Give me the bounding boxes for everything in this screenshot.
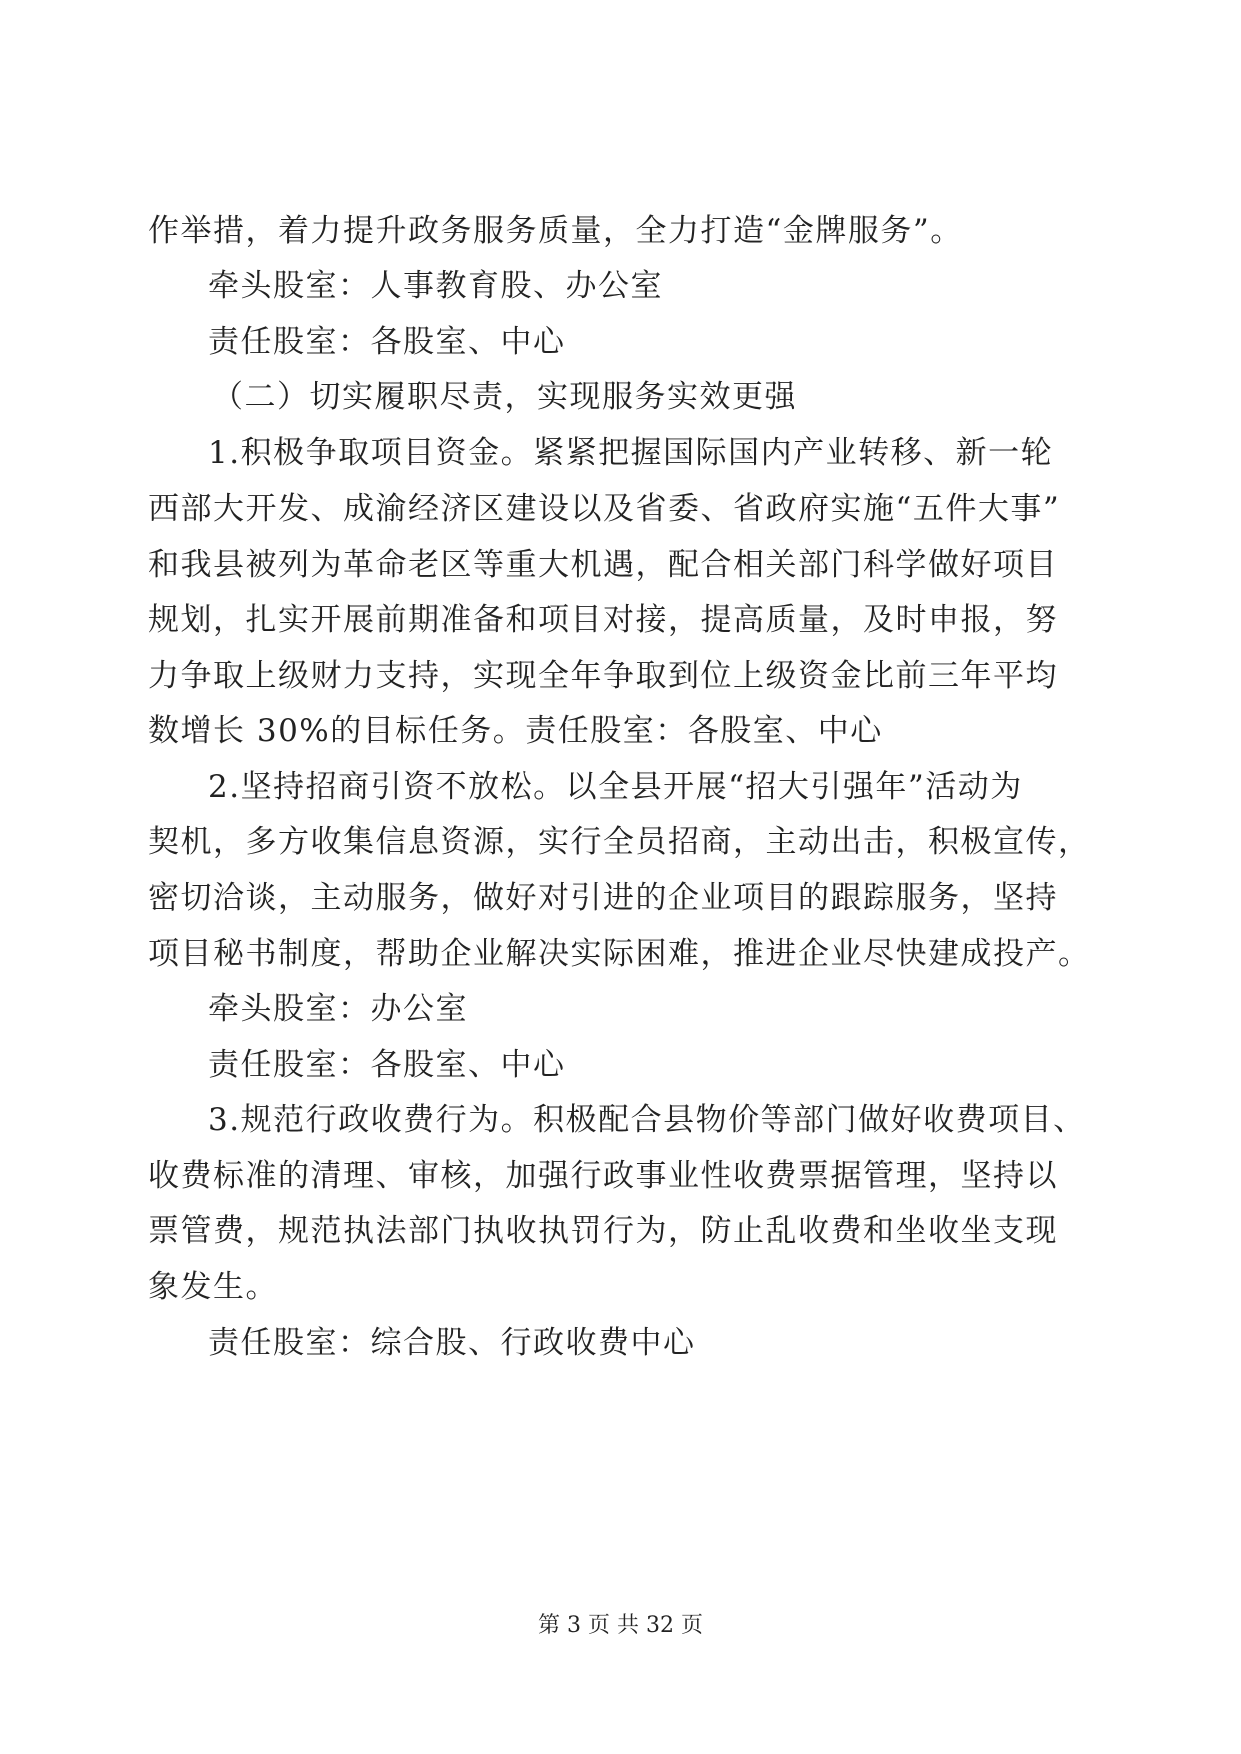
item-3-line-4: 象发生。 bbox=[148, 1269, 278, 1305]
lead-department-line-2: 牵头股室：办公室 bbox=[208, 991, 468, 1027]
item-1-line-4: 规划，扎实开展前期准备和项目对接，提高质量，及时申报，努 bbox=[148, 602, 1058, 638]
item-2-line-1: 2.坚持招商引资不放松。以全县开展“招大引强年”活动为 bbox=[208, 769, 1023, 805]
responsible-department-line-2: 责任股室：各股室、中心 bbox=[208, 1047, 566, 1083]
item-3-line-2: 收费标准的清理、审核，加强行政事业性收费票据管理，坚持以 bbox=[148, 1158, 1058, 1194]
item-1-line-2: 西部大开发、成渝经济区建设以及省委、省政府实施“五件大事” bbox=[148, 491, 1061, 527]
lead-department-line-1: 牵头股室：人事教育股、办公室 bbox=[208, 268, 663, 304]
body-line-1: 作举措，着力提升政务服务质量，全力打造“金牌服务”。 bbox=[148, 213, 963, 249]
item-1-line-6: 数增长 30%的目标任务。责任股室：各股室、中心 bbox=[148, 713, 883, 749]
section-heading-2: （二）切实履职尽责，实现服务实效更强 bbox=[212, 379, 797, 415]
item-2-line-2: 契机，多方收集信息资源，实行全员招商，主动出击，积极宣传， bbox=[148, 824, 1091, 860]
page-number-footer: 第 3 页 共 32 页 bbox=[538, 1613, 703, 1638]
item-3-line-1: 3.规范行政收费行为。积极配合县物价等部门做好收费项目、 bbox=[208, 1102, 1086, 1138]
item-2-line-3: 密切洽谈，主动服务，做好对引进的企业项目的跟踪服务，坚持 bbox=[148, 880, 1058, 916]
item-1-line-1: 1.积极争取项目资金。紧紧把握国际国内产业转移、新一轮 bbox=[208, 435, 1054, 471]
item-1-line-3: 和我县被列为革命老区等重大机遇，配合相关部门科学做好项目 bbox=[148, 547, 1058, 583]
item-3-line-3: 票管费，规范执法部门执收执罚行为，防止乱收费和坐收坐支现 bbox=[148, 1213, 1058, 1249]
responsible-department-line-3: 责任股室：综合股、行政收费中心 bbox=[208, 1325, 696, 1361]
item-1-line-5: 力争取上级财力支持，实现全年争取到位上级资金比前三年平均 bbox=[148, 658, 1058, 694]
responsible-department-line-1: 责任股室：各股室、中心 bbox=[208, 324, 566, 360]
item-2-line-4: 项目秘书制度，帮助企业解决实际困难，推进企业尽快建成投产。 bbox=[148, 936, 1091, 972]
